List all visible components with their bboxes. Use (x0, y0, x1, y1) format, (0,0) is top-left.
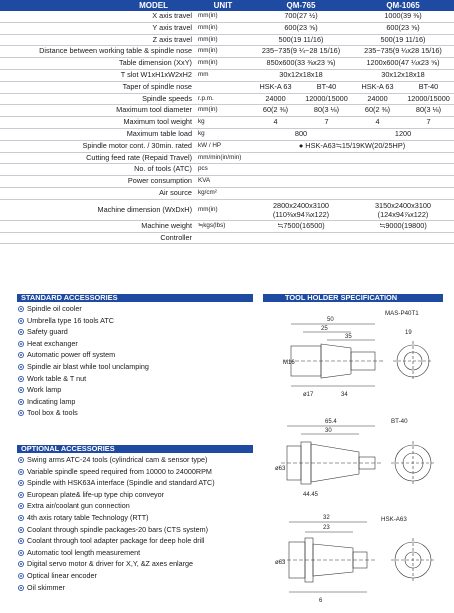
spec-header-row (0, 0, 454, 11)
bullet-icon (18, 503, 24, 509)
spec-value (352, 164, 454, 176)
bullet-icon (18, 410, 24, 416)
tool-holder-title: TOOL HOLDER SPECIFICATION (263, 294, 443, 302)
accessory-text: Spindle air blast while tool unclamping (27, 361, 149, 371)
spec-value: BT-40 (403, 81, 454, 93)
spec-unit: mm(in) (196, 11, 250, 22)
spec-unit: mm(in) (196, 22, 250, 34)
spec-value: 500(19 11/16) (352, 34, 454, 46)
spec-label: Maximum table load (0, 128, 196, 140)
spec-unit: mm (196, 69, 250, 81)
spec-value: 1000(39 ⅜) (352, 11, 454, 22)
spec-value: 850x600(33 ⅜x23 ⅝) (250, 58, 352, 70)
spec-value (250, 232, 352, 244)
svg-text:35: 35 (345, 334, 352, 340)
spec-unit: ≒kgs(lbs) (196, 220, 250, 232)
bullet-icon (18, 329, 24, 335)
hsk-a63-svg (263, 508, 443, 610)
spec-value (352, 199, 454, 220)
accessory-text: Oil skimmer (27, 582, 65, 592)
bullet-icon (18, 573, 24, 579)
hsk-a63-label: HSK-A63 (381, 516, 407, 523)
spec-value: 80(3 ⅛) (301, 105, 352, 117)
bullet-icon (18, 538, 24, 544)
bullet-icon (18, 527, 24, 533)
spec-value: ≒9000(19800) (352, 220, 454, 232)
accessory-item (18, 384, 149, 396)
mas-p40t1-label: MAS-P40T1 (385, 310, 419, 317)
spec-value: 24000 (250, 93, 301, 105)
spec-value: HSK-A 63 (250, 81, 301, 93)
spec-value: HSK-A 63 (352, 81, 403, 93)
spec-row (0, 22, 454, 34)
spec-label: Spindle motor cont. / 30min. rated (0, 140, 196, 152)
accessory-item (18, 547, 215, 559)
spec-value: 24000 (352, 93, 403, 105)
spec-value: 800 (250, 128, 352, 140)
spec-label: Y axis travel (0, 22, 196, 34)
svg-text:34: 34 (341, 392, 348, 398)
bullet-icon (18, 469, 24, 475)
spec-row (0, 58, 454, 70)
header-qm1065: QM-1065 (352, 0, 454, 11)
svg-text:19: 19 (405, 330, 412, 336)
bt40-svg (263, 412, 443, 508)
spec-row (0, 117, 454, 129)
spec-label: Taper of spindle nose (0, 81, 196, 93)
accessory-item (18, 524, 215, 536)
accessory-item (18, 361, 149, 373)
spec-label: Power consumption (0, 176, 196, 188)
spec-unit: mm(in) (196, 34, 250, 46)
spec-row (0, 220, 454, 232)
spec-label: Machine weight (0, 220, 196, 232)
svg-text:44.45: 44.45 (303, 492, 319, 498)
spec-label: Z axis travel (0, 34, 196, 46)
accessory-text: Tool box & tools (27, 408, 78, 418)
spec-row (0, 140, 454, 152)
spec-value: BT-40 (301, 81, 352, 93)
optional-accessories-title: OPTIONAL ACCESSORIES (17, 445, 253, 453)
spec-value: ≒7500(16500) (250, 220, 352, 232)
spec-value: 80(3 ⅛) (403, 105, 454, 117)
spec-row (0, 46, 454, 58)
accessory-text: Extra air/coolant gun connection (27, 501, 130, 511)
spec-value: 30x12x18x18 (352, 69, 454, 81)
bullet-icon (18, 387, 24, 393)
spec-value-main: 3150x2400x3100 (375, 200, 431, 210)
spec-value (352, 176, 454, 188)
spec-row (0, 34, 454, 46)
accessory-item (18, 466, 215, 478)
accessory-item (18, 477, 215, 489)
accessory-text: Swing arms ATC-24 tools (cylindrical cam & sensor type) (27, 455, 208, 464)
spec-unit: mm(in) (196, 46, 250, 58)
spec-label: Maximum tool diameter (0, 105, 196, 117)
accessory-item (18, 326, 149, 338)
svg-text:23: 23 (323, 525, 330, 531)
accessory-item (18, 454, 215, 466)
svg-text:ø17: ø17 (303, 392, 314, 398)
accessory-text: Digital servo motor & driver for X,Y, &Z axes enlarge (27, 559, 194, 569)
bullet-icon (18, 480, 24, 486)
svg-text:50: 50 (327, 317, 334, 323)
spec-value (352, 187, 454, 199)
spec-row (0, 187, 454, 199)
spec-unit: mm/min(in/min) (196, 152, 250, 164)
mas-p40t1-drawing (263, 304, 443, 412)
bt40-drawing (263, 412, 443, 508)
spec-value: 30x12x18x18 (250, 69, 352, 81)
spec-label: Maximum tool weight (0, 117, 196, 129)
spec-row (0, 164, 454, 176)
spec-value (250, 199, 352, 220)
bullet-icon (18, 399, 24, 405)
svg-text:25: 25 (321, 326, 328, 332)
accessory-item (18, 558, 215, 570)
spec-value: 7 (403, 117, 454, 129)
header-unit: UNIT (196, 0, 250, 11)
spec-label: Cutting feed rate (Repaid Travel) (0, 152, 196, 164)
optional-accessories-list (18, 454, 215, 593)
spec-row (0, 81, 454, 93)
spec-value (250, 164, 352, 176)
accessory-item (18, 338, 149, 350)
accessory-text: Coolant through spindle packages-20 bars (CTS system) (27, 524, 208, 534)
spec-row (0, 93, 454, 105)
accessory-item (18, 535, 215, 547)
spec-value: 60(2 ⅜) (250, 105, 301, 117)
spec-label: Table dimension (XxY) (0, 58, 196, 70)
spec-unit: kW / HP (196, 140, 250, 152)
accessory-text: Work lamp (27, 385, 62, 395)
accessory-text: Spindle oil cooler (27, 304, 82, 313)
spec-label: Spindle speeds (0, 93, 196, 105)
accessory-text: Umbrella type 16 tools ATC (27, 315, 114, 325)
spec-label: Machine dimension (WxDxH) (0, 199, 196, 220)
spec-value: 12000/15000 (301, 93, 352, 105)
spec-row (0, 232, 454, 244)
spec-value: 1200x600(47 ¼x23 ⅝) (352, 58, 454, 70)
accessory-item (18, 373, 149, 385)
bullet-icon (18, 341, 24, 347)
accessory-text: Heat exchanger (27, 338, 78, 348)
accessory-item (18, 512, 215, 524)
accessory-text: Spindle with HSK63A interface (Spindle and standard ATC) (27, 478, 215, 488)
spec-unit: kg (196, 128, 250, 140)
spec-value (352, 152, 454, 164)
spec-label: X axis travel (0, 11, 196, 22)
mas-p40t1-svg (263, 304, 443, 412)
bullet-icon (18, 550, 24, 556)
spec-unit: kg/cm² (196, 187, 250, 199)
spec-label: Distance between working table & spindle nose (0, 46, 196, 58)
spec-unit: mm(in) (196, 105, 250, 117)
spec-unit: kg (196, 117, 250, 129)
accessory-item (18, 570, 215, 582)
spec-unit: pcs (196, 164, 250, 176)
hsk-a63-drawing (263, 508, 443, 610)
spec-value: 600(23 ⅝) (352, 22, 454, 34)
bullet-icon (18, 306, 24, 312)
spec-row (0, 11, 454, 22)
spec-label: Controller (0, 232, 196, 244)
bullet-icon (18, 492, 24, 498)
spec-unit (196, 232, 250, 244)
spec-value: 235~735(9 ¼~28 15/16) (250, 46, 352, 58)
svg-text:32: 32 (323, 515, 330, 521)
header-qm765: QM-765 (250, 0, 352, 11)
spec-row (0, 69, 454, 81)
spec-unit (196, 81, 250, 93)
spec-unit: KVA (196, 176, 250, 188)
accessory-text: Automatic tool length measurement (27, 547, 141, 557)
spec-value: 500(19 11/16) (250, 34, 352, 46)
accessory-item (18, 349, 149, 361)
svg-text:ø63: ø63 (275, 560, 286, 566)
standard-accessories-list (18, 303, 149, 419)
spec-value: 12000/15000 (403, 93, 454, 105)
spec-value: 700(27 ½) (250, 11, 352, 22)
svg-text:ø63: ø63 (275, 466, 286, 472)
spec-unit: mm(in) (196, 199, 250, 220)
accessory-text: Coolant through tool adapter package for deep hole drill (27, 536, 205, 546)
spec-table (0, 0, 454, 244)
spec-value: ● HSK-A63≒15/19KW(20/25HP) (250, 140, 454, 152)
spec-value: 600(23 ⅝) (250, 22, 352, 34)
accessory-item (18, 407, 149, 419)
spec-row (0, 105, 454, 117)
bullet-icon (18, 376, 24, 382)
spec-label: No. of tools (ATC) (0, 164, 196, 176)
spec-value-main: 2800x2400x3100 (273, 200, 329, 210)
spec-value: 4 (250, 117, 301, 129)
spec-value (352, 232, 454, 244)
spec-value: 7 (301, 117, 352, 129)
spec-unit: mm(in) (196, 58, 250, 70)
accessory-text: Automatic power off system (27, 350, 116, 360)
accessory-text: Safety guard (27, 327, 68, 337)
accessory-text: Indicating lamp (27, 396, 76, 406)
spec-value: 235~735(9 ¼x28 15/16) (352, 46, 454, 58)
spec-row (0, 128, 454, 140)
spec-value-sub: (110⅜x94⅞x122) (272, 209, 330, 219)
spec-row (0, 152, 454, 164)
bullet-icon (18, 561, 24, 567)
accessory-text: 4th axis rotary table Technology (RTT) (27, 512, 149, 522)
svg-text:6: 6 (319, 598, 323, 604)
accessory-item (18, 315, 149, 327)
bullet-icon (18, 318, 24, 324)
accessory-item (18, 582, 215, 594)
accessory-item (18, 396, 149, 408)
spec-value (250, 152, 352, 164)
svg-text:65.4: 65.4 (325, 419, 337, 425)
spec-label: T slot W1xH1xW2xH2 (0, 69, 196, 81)
spec-row (0, 199, 454, 220)
bt40-label: BT-40 (391, 418, 408, 425)
spec-value (250, 176, 352, 188)
svg-text:M16: M16 (283, 360, 295, 366)
spec-unit: r.p.m. (196, 93, 250, 105)
spec-row (0, 176, 454, 188)
spec-value (250, 187, 352, 199)
accessory-item (18, 303, 149, 315)
bullet-icon (18, 352, 24, 358)
bullet-icon (18, 585, 24, 591)
svg-text:30: 30 (325, 428, 332, 434)
accessory-text: Variable spindle speed required from 10000 to 24000RPM (27, 466, 212, 476)
bullet-icon (18, 515, 24, 521)
header-model: MODEL (0, 0, 196, 11)
spec-value-sub: (124x94⅞x122) (377, 209, 429, 219)
accessory-item (18, 489, 215, 501)
spec-value: 60(2 ⅜) (352, 105, 403, 117)
accessory-text: Optical linear encoder (27, 570, 97, 580)
spec-value: 4 (352, 117, 403, 129)
spec-value: 1200 (352, 128, 454, 140)
accessory-item (18, 500, 215, 512)
bullet-icon (18, 364, 24, 370)
bullet-icon (18, 457, 24, 463)
accessory-text: European plate& life-up type chip conveyor (27, 489, 165, 499)
spec-label: Air source (0, 187, 196, 199)
spec-body (0, 11, 454, 244)
accessory-text: Work table & T nut (27, 373, 87, 383)
standard-accessories-title: STANDARD ACCESSORIES (17, 294, 253, 302)
